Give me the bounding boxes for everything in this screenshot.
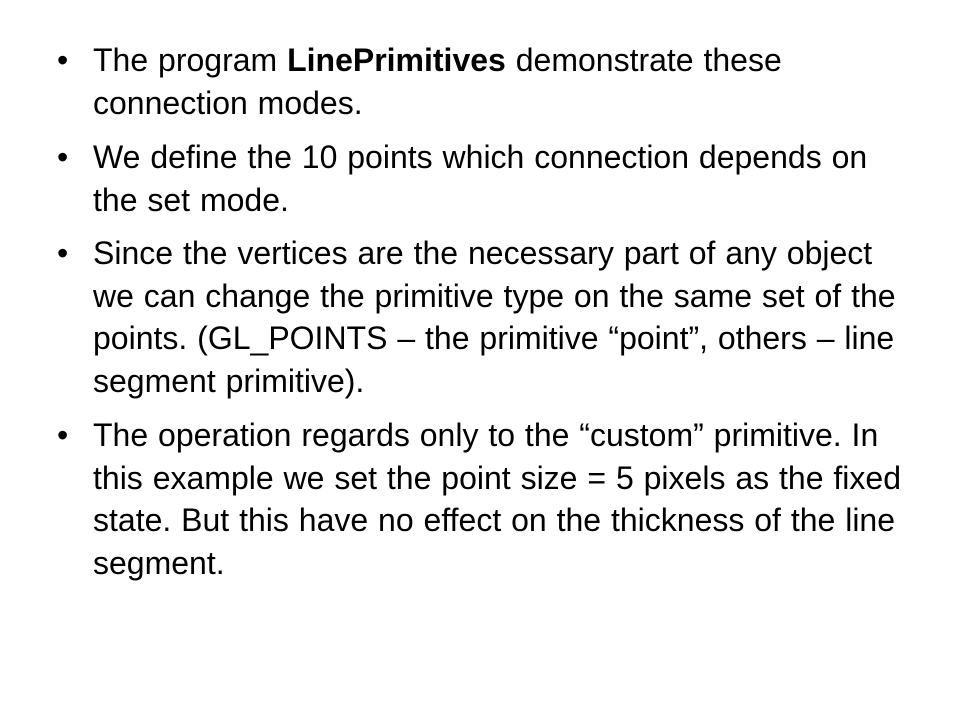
bullet-text: Since the vertices are the necessary part of any object we can change the primitive type on the same set of the points. (GL_POINTS – the primitive “point”, others – line segment primitive).	[93, 235, 896, 399]
bullet-item-points	[57, 136, 907, 221]
bullet-list	[57, 39, 907, 596]
bullet-item-program	[57, 39, 907, 124]
bullet-text: The operation regards only to the “custom” primitive. In this example we set the point size = 5 pixels as the fixed state. But this have no effect on the thickness of the line segment.	[93, 417, 901, 581]
bullet-item-operation	[57, 414, 907, 584]
bullet-marker: •	[57, 235, 69, 271]
bullet-marker: •	[57, 42, 69, 78]
bullet-marker: •	[57, 139, 69, 175]
program-name: LinePrimitives	[287, 42, 506, 78]
bullet-marker: •	[57, 417, 69, 453]
bullet-item-vertices	[57, 232, 907, 402]
bullet-text-prefix: The program	[93, 42, 288, 78]
bullet-text: We define the 10 points which connection depends on the set mode.	[93, 139, 868, 218]
bullet-text-suffix: demonstrate these connection modes.	[93, 42, 782, 121]
